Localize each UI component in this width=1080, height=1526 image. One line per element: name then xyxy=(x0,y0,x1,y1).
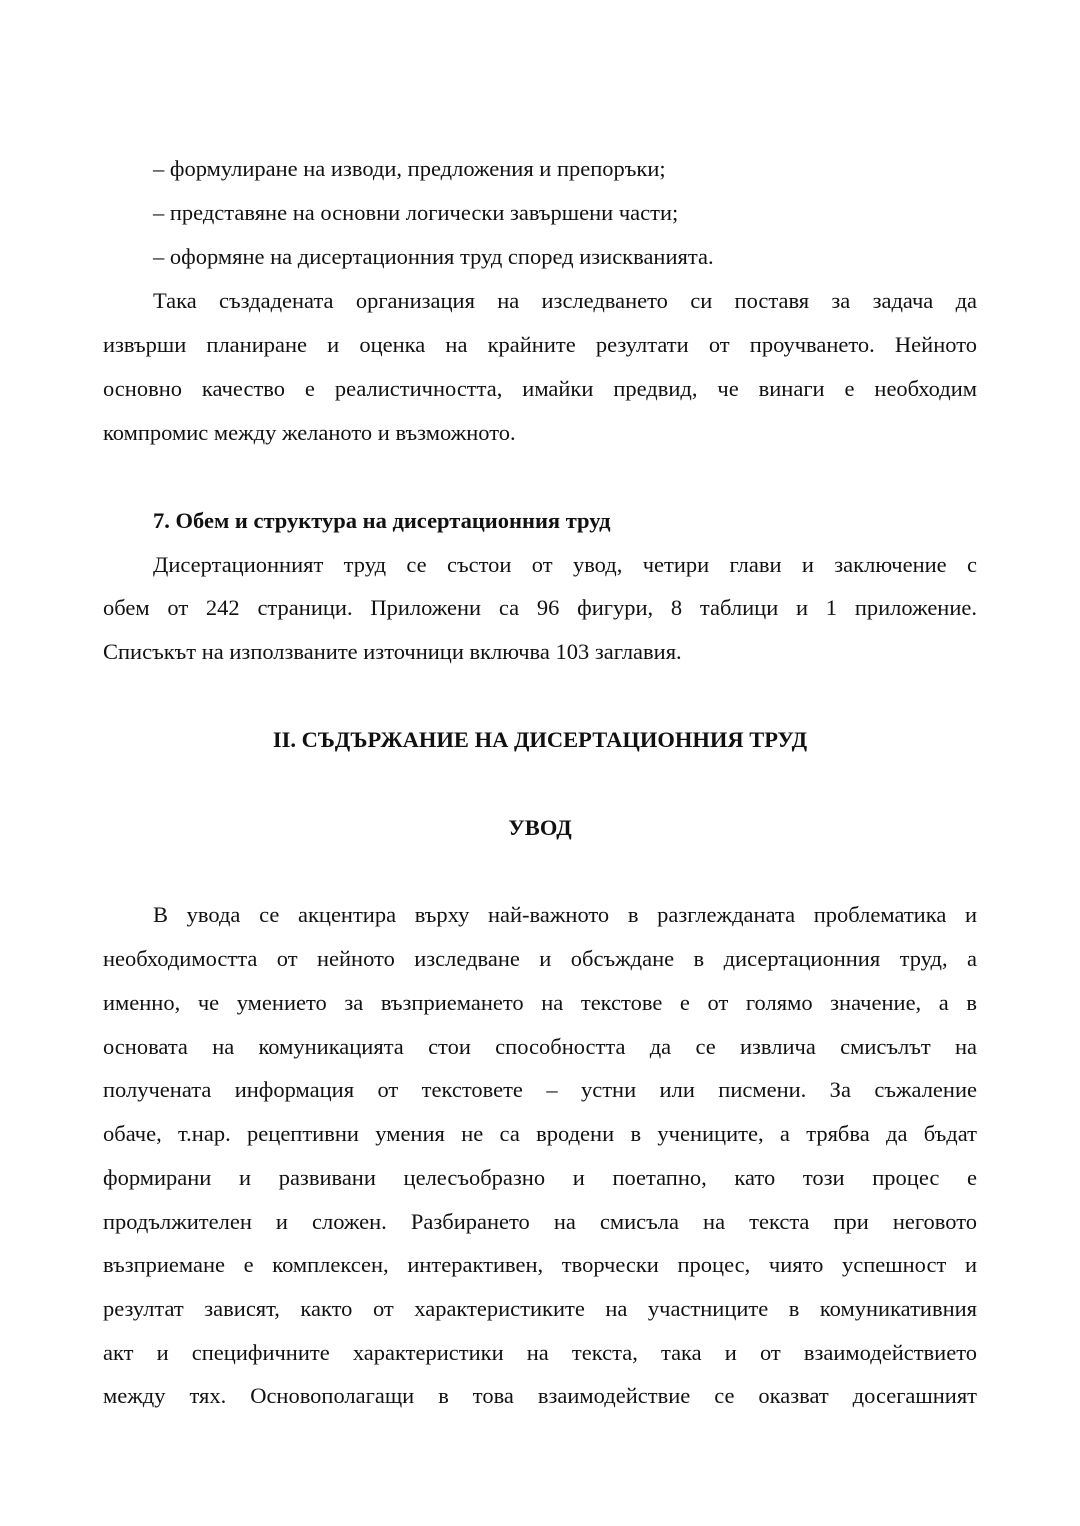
paragraph-line: обем от 242 страници. Приложени са 96 фигури, 8 таблици и 1 приложение. xyxy=(103,595,977,620)
paragraph-line: извърши планиране и оценка на крайните резултати от проучването. Нейното xyxy=(103,332,977,357)
chapter-heading: УВОД xyxy=(508,815,572,840)
paragraph-line: резултат зависят, както от характеристиките на участниците в комуникативния xyxy=(103,1296,977,1321)
paragraph-line: между тях. Основополагащи в това взаимодействие се оказват досегашният xyxy=(103,1383,977,1408)
list-item: – оформяне на дисертационния труд според изискванията. xyxy=(153,244,714,269)
paragraph-line: В увода се акцентира върху най-важното в разглежданата проблематика и xyxy=(153,902,977,927)
paragraph-line: възприемане е комплексен, интерактивен, творчески процес, чиято успешност и xyxy=(103,1252,977,1277)
paragraph-line: Така създадената организация на изследването си поставя за задача да xyxy=(153,288,977,313)
paragraph-line: компромис между желаното и възможното. xyxy=(103,420,516,445)
paragraph-line: необходимостта от нейното изследване и обсъждане в дисертационния труд, а xyxy=(103,946,977,971)
paragraph-line: формирани и развивани целесъобразно и поетапно, като този процес е xyxy=(103,1165,977,1190)
paragraph-line: Списъкът на използваните източници включва 103 заглавия. xyxy=(103,639,682,664)
list-item: – представяне на основни логически завършени части; xyxy=(153,200,679,225)
paragraph-line: Дисертационният труд се състои от увод, четири глави и заключение с xyxy=(153,552,977,577)
paragraph-line: акт и специфичните характеристики на текста, така и от взаимодействието xyxy=(103,1340,977,1365)
paragraph-line: основата на комуникацията стои способността да се извлича смисълът на xyxy=(103,1034,977,1059)
list-item: – формулиране на изводи, предложения и препоръки; xyxy=(153,156,666,181)
paragraph-line: обаче, т.нар. рецептивни умения не са вродени в учениците, а трябва да бъдат xyxy=(103,1121,977,1146)
paragraph-line: основно качество е реалистичността, имайки предвид, че винаги е необходим xyxy=(103,376,977,401)
paragraph-line: именно, че умението за възприемането на текстове е от голямо значение, а в xyxy=(103,990,977,1015)
section-heading: 7. Обем и структура на дисертационния труд xyxy=(153,508,611,533)
paragraph-line: получената информация от текстовете – устни или писмени. За съжаление xyxy=(103,1077,977,1102)
paragraph-line: продължителен и сложен. Разбирането на смисъла на текста при неговото xyxy=(103,1209,977,1234)
part-heading: II. СЪДЪРЖАНИЕ НА ДИСЕРТАЦИОННИЯ ТРУД xyxy=(272,727,808,752)
